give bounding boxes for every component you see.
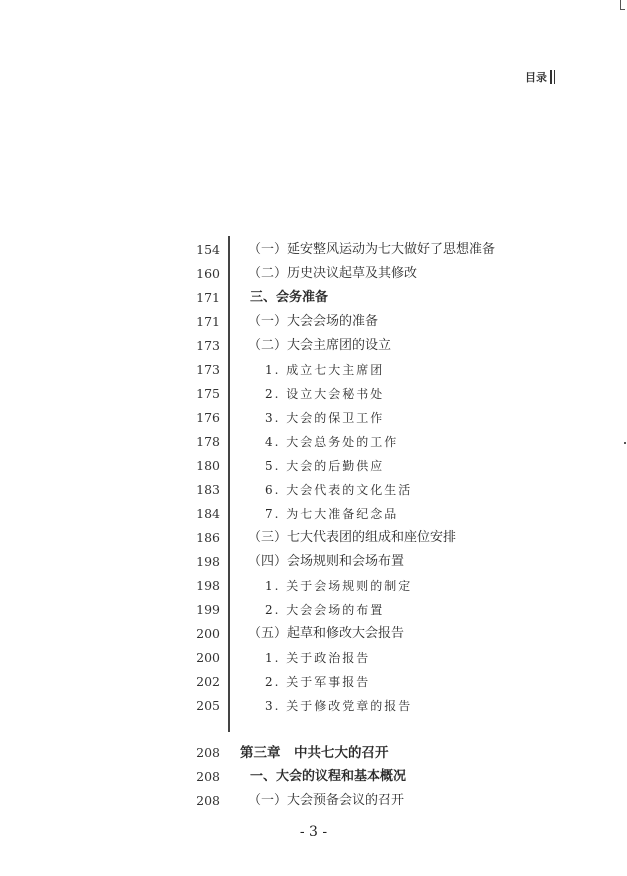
toc-page-number: 200 <box>196 650 220 665</box>
crop-mark <box>620 0 621 10</box>
toc-page-number: 205 <box>196 698 220 713</box>
toc-page-number: 208 <box>196 745 220 760</box>
toc-title: 3. 大会的保卫工作 <box>265 411 385 425</box>
toc-entry[interactable] <box>0 358 627 382</box>
toc-page-number: 171 <box>196 314 220 329</box>
toc-entry[interactable] <box>0 454 627 478</box>
toc-title: 1. 关于政治报告 <box>265 651 371 665</box>
toc-entry[interactable] <box>0 670 627 694</box>
toc-entry[interactable] <box>0 262 627 286</box>
toc-title: 2. 大会会场的布置 <box>265 603 385 617</box>
toc-page-number: 154 <box>196 242 220 257</box>
toc-entry[interactable] <box>0 622 627 646</box>
toc-entry[interactable] <box>0 694 627 718</box>
toc-title: （三）七大代表团的组成和座位安排 <box>248 530 457 545</box>
toc-title: （四）会场规则和会场布置 <box>248 554 405 569</box>
toc-title: 7. 为七大准备纪念品 <box>265 507 399 521</box>
toc-page-number: 198 <box>196 578 220 593</box>
toc-page-number: 208 <box>196 793 220 808</box>
toc-title: 5. 大会的后勤供应 <box>265 459 385 473</box>
toc-entry[interactable] <box>0 430 627 454</box>
toc-entry[interactable] <box>0 550 627 574</box>
toc-title: 一、大会的议程和基本概况 <box>250 769 407 784</box>
toc-page-number: 208 <box>196 769 220 784</box>
toc-page-number: 173 <box>196 362 220 377</box>
toc-title: （二）历史决议起草及其修改 <box>248 266 418 281</box>
toc-title: 三、会务准备 <box>250 290 329 305</box>
toc-entry[interactable] <box>0 598 627 622</box>
toc-entry[interactable] <box>0 334 627 358</box>
toc-chapter-entry[interactable] <box>0 741 627 765</box>
toc-entry[interactable] <box>0 574 627 598</box>
toc-entry[interactable] <box>0 765 627 789</box>
toc-title: 4. 大会总务处的工作 <box>265 435 399 449</box>
toc-page-number: 175 <box>196 386 220 401</box>
toc-entry[interactable] <box>0 406 627 430</box>
toc-title: 6. 大会代表的文化生活 <box>265 483 413 497</box>
toc-entry[interactable] <box>0 382 627 406</box>
toc-title: （一）大会会场的准备 <box>248 314 379 329</box>
toc-title: （二）大会主席团的设立 <box>248 338 392 353</box>
toc-entry[interactable] <box>0 502 627 526</box>
page-number: - 3 - <box>299 824 328 840</box>
toc-entry[interactable] <box>0 526 627 550</box>
toc-page-number: 171 <box>196 290 220 305</box>
toc-entry[interactable] <box>0 789 627 813</box>
toc-page-number: 176 <box>196 410 220 425</box>
toc-entry[interactable] <box>0 286 627 310</box>
toc-entry[interactable] <box>0 646 627 670</box>
header-double-bar-icon <box>550 70 555 84</box>
toc-page-number: 183 <box>196 482 220 497</box>
toc-title: 1. 成立七大主席团 <box>265 363 385 377</box>
toc-page-number: 186 <box>196 530 220 545</box>
toc-page-number: 160 <box>196 266 220 281</box>
toc-page-number: 200 <box>196 626 220 641</box>
toc-title: （一）大会预备会议的召开 <box>248 793 405 808</box>
toc-page-number: 173 <box>196 338 220 353</box>
toc-page-number: 180 <box>196 458 220 473</box>
toc-page-number: 202 <box>196 674 220 689</box>
toc-title: 2. 设立大会秘书处 <box>265 387 385 401</box>
header-title: 目录 <box>525 71 547 84</box>
toc-entry[interactable] <box>0 478 627 502</box>
toc-title: （五）起草和修改大会报告 <box>248 626 405 641</box>
toc-title: 2. 关于军事报告 <box>265 675 371 689</box>
toc-page-number: 199 <box>196 602 220 617</box>
running-header <box>525 68 555 86</box>
toc-chapter-title: 第三章 中共七大的召开 <box>240 745 389 761</box>
toc-page-number: 178 <box>196 434 220 449</box>
toc-title: （一）延安整风运动为七大做好了思想准备 <box>248 242 496 257</box>
toc-title: 1. 关于会场规则的制定 <box>265 579 413 593</box>
toc-entry[interactable] <box>0 310 627 334</box>
toc-title: 3. 关于修改党章的报告 <box>265 699 413 713</box>
toc-entry[interactable] <box>0 238 627 262</box>
toc-page-number: 184 <box>196 506 220 521</box>
toc-page-number: 198 <box>196 554 220 569</box>
